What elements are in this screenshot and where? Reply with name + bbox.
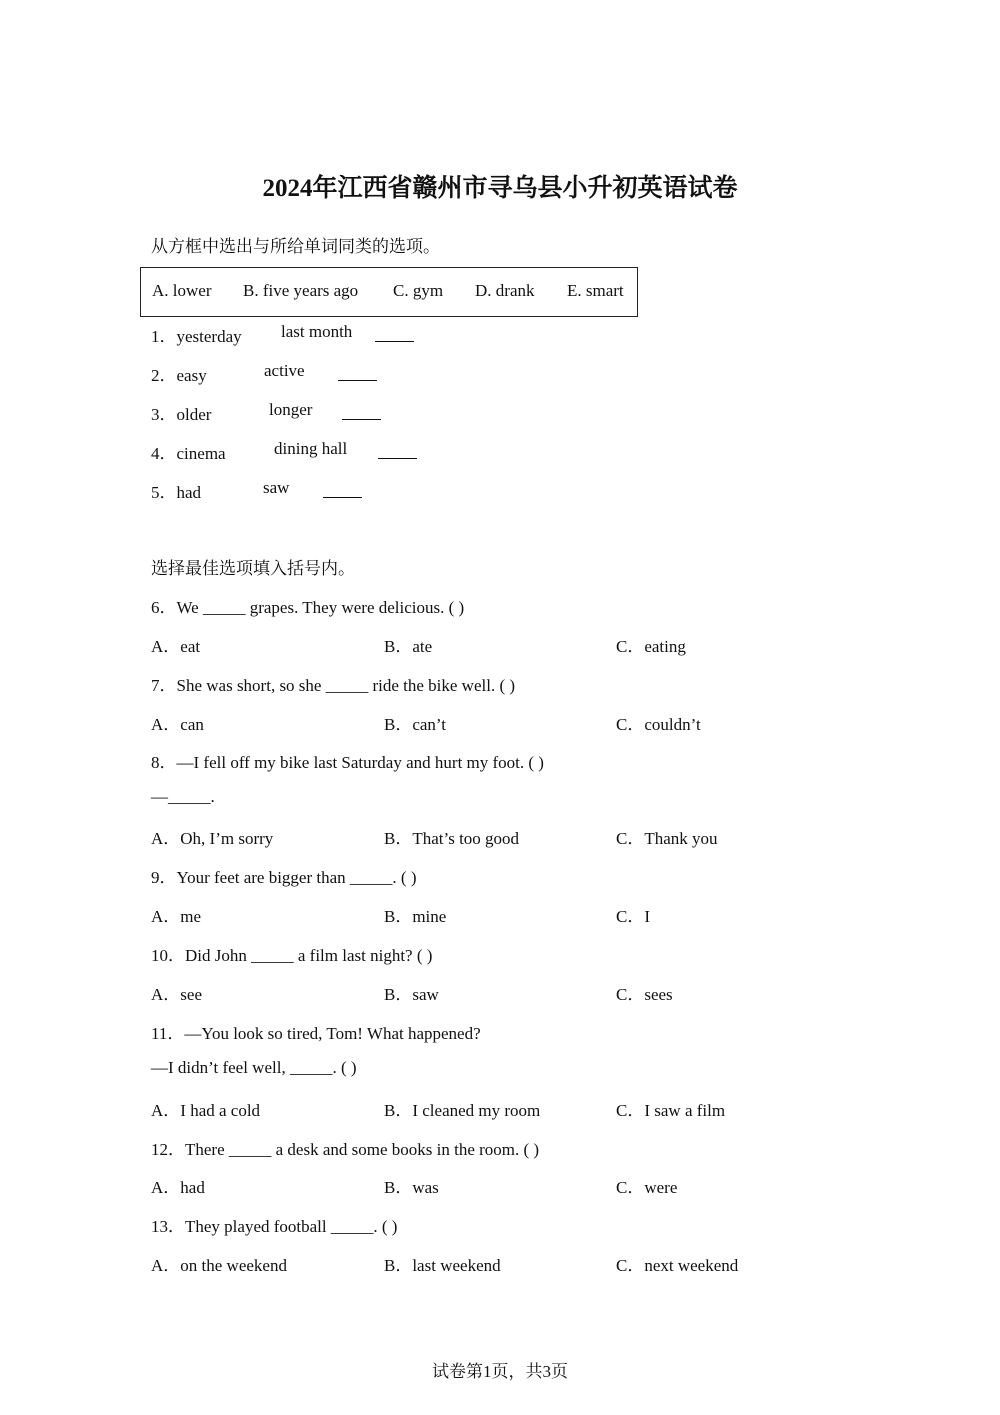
- option-b[interactable]: B．ate: [384, 637, 433, 656]
- option-b[interactable]: B．can’t: [384, 715, 447, 734]
- option-a[interactable]: A．I had a cold: [151, 1101, 261, 1120]
- item-word-1: easy: [176, 366, 207, 385]
- answer-blank[interactable]: [338, 365, 377, 381]
- list-item: [151, 439, 226, 464]
- item-word-2: dining hall: [274, 439, 348, 458]
- item-number: 4．: [151, 444, 177, 463]
- list-item: [151, 322, 242, 347]
- box-option-c: C. gym: [393, 281, 444, 300]
- option-a[interactable]: A．had: [151, 1178, 205, 1197]
- section2-instruction: 选择最佳选项填入括号内。: [151, 559, 355, 579]
- option-c[interactable]: C．were: [616, 1178, 678, 1197]
- box-option-e: E. smart: [567, 281, 624, 300]
- item-word-2: saw: [263, 478, 290, 497]
- item-number: 1．: [151, 327, 177, 346]
- item-number: 2．: [151, 366, 177, 385]
- section1-instruction: 从方框中选出与所给单词同类的选项。: [151, 237, 440, 257]
- question-stem: 7．She was short, so she _____ ride the bike well. ( ): [151, 676, 516, 695]
- list-item: [151, 361, 207, 386]
- item-word-1: cinema: [176, 444, 226, 463]
- option-b[interactable]: B．That’s too good: [384, 829, 520, 848]
- page-footer: 试卷第1页，共3页: [432, 1362, 568, 1381]
- question-stem-line-2: —I didn’t feel well, _____. ( ): [151, 1058, 357, 1077]
- question-stem: 10．Did John _____ a film last night? ( ): [151, 946, 433, 965]
- list-item: [151, 478, 201, 503]
- option-b[interactable]: B．I cleaned my room: [384, 1101, 541, 1120]
- item-word-2: active: [264, 361, 305, 380]
- box-option-d: D. drank: [475, 281, 535, 300]
- page-title: 2024年江西省赣州市寻乌县小升初英语试卷: [262, 175, 738, 202]
- question-stem-line-2: —_____.: [151, 787, 215, 806]
- question-stem: 8．—I fell off my bike last Saturday and hurt my foot. ( ): [151, 753, 544, 772]
- option-b[interactable]: B．was: [384, 1178, 439, 1197]
- item-word-1: yesterday: [176, 327, 242, 346]
- question-stem: 12．There _____ a desk and some books in the room. ( ): [151, 1140, 540, 1159]
- option-c[interactable]: C．next weekend: [616, 1256, 739, 1275]
- question-stem: 11．—You look so tired, Tom! What happened?: [151, 1024, 481, 1043]
- item-word-2: last month: [281, 322, 353, 341]
- item-number: 5．: [151, 483, 177, 502]
- answer-blank[interactable]: [323, 482, 362, 498]
- item-number: 3．: [151, 405, 177, 424]
- option-c[interactable]: C．couldn’t: [616, 715, 701, 734]
- option-a[interactable]: A．on the weekend: [151, 1256, 287, 1275]
- option-c[interactable]: C．eating: [616, 637, 686, 656]
- option-b[interactable]: B．last weekend: [384, 1256, 501, 1275]
- option-a[interactable]: A．me: [151, 907, 202, 926]
- word-option-box: [140, 267, 638, 317]
- item-word-2: longer: [269, 400, 313, 419]
- option-a[interactable]: A．can: [151, 715, 204, 734]
- answer-blank[interactable]: [378, 443, 417, 459]
- box-option-b: B. five years ago: [243, 281, 359, 300]
- option-c[interactable]: C．sees: [616, 985, 673, 1004]
- question-stem: 6．We _____ grapes. They were delicious. ( ): [151, 598, 465, 617]
- answer-blank[interactable]: [375, 326, 414, 342]
- answer-blank[interactable]: [342, 404, 381, 420]
- question-stem: 13．They played football _____. ( ): [151, 1217, 398, 1236]
- option-b[interactable]: B．mine: [384, 907, 447, 926]
- option-c[interactable]: C．I: [616, 907, 650, 926]
- item-word-1: older: [176, 405, 212, 424]
- box-option-a: A. lower: [152, 281, 212, 300]
- question-stem: 9．Your feet are bigger than _____. ( ): [151, 868, 417, 887]
- option-a[interactable]: A．Oh, I’m sorry: [151, 829, 274, 848]
- item-word-1: had: [176, 483, 202, 502]
- option-c[interactable]: C．Thank you: [616, 829, 718, 848]
- option-a[interactable]: A．see: [151, 985, 202, 1004]
- option-b[interactable]: B．saw: [384, 985, 439, 1004]
- option-c[interactable]: C．I saw a film: [616, 1101, 726, 1120]
- list-item: [151, 400, 211, 425]
- option-a[interactable]: A．eat: [151, 637, 201, 656]
